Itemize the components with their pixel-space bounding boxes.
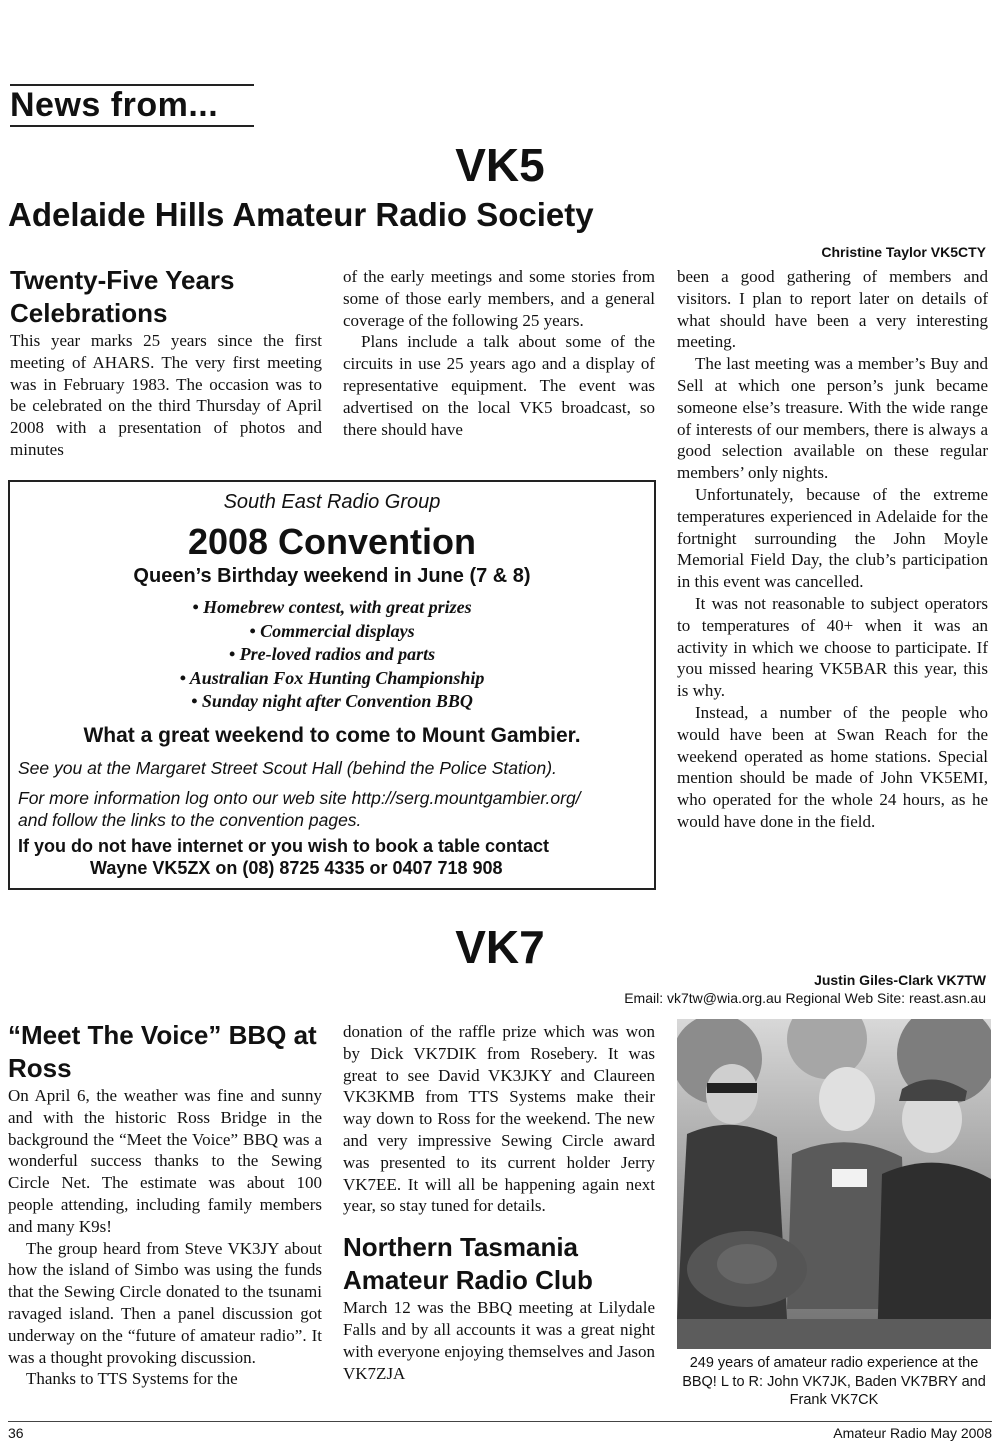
magazine-issue: Amateur Radio May 2008 <box>833 1425 992 1441</box>
list-item: • Pre-loved radios and parts <box>228 644 436 665</box>
ad-title: 2008 Convention <box>187 521 477 562</box>
vk7-column-2 <box>343 1021 655 1384</box>
bbq-group-photo <box>677 1019 991 1349</box>
ad-contact <box>10 835 654 879</box>
footer-rule <box>8 1421 992 1422</box>
paragraph: The group heard from Steve VK3JY about how the island of Simbo was using the funds that the Sewing Circle donated to the tsunami ravaged island. Then a panel discussion got underway on the “future of amateur radio”. It was a thought provoking discussion. <box>8 1238 322 1367</box>
ad-contact-line-2: Wayne VK5ZX on (08) 8725 4335 or 0407 718 908 <box>90 857 503 878</box>
paragraph: of the early meetings and some stories from some of those early members, and a general coverage of the following 25 years. <box>343 267 655 330</box>
paragraph: On April 6, the weather was fine and sunny and with the historic Ross Bridge in the background the “Meet the Voice” BBQ was a wonderful success thanks to the Sewing Circle Net. The estimate was about 100 people attending, including family members and many K9s! <box>8 1086 322 1236</box>
page-number: 36 <box>8 1425 24 1441</box>
paragraph: donation of the raffle prize which was won by Dick VK7DIK from Rosebery. It was great to see David VK3JKY and Claureen VK3KMB from TTS Systems make their way down to Ross for the weekend. The new and very impressive Sewing Circle award was presented to its current holder Jerry VK7EE. It will all be happening again next year, so stay tuned for details. <box>343 1022 655 1216</box>
region-title-vk7: VK7 <box>455 921 545 973</box>
header-rule-bottom <box>10 125 254 127</box>
paragraph: Thanks to TTS Systems for the <box>26 1369 238 1389</box>
vk7-contact-line: Email: vk7tw@wia.org.au Regional Web Site: reast.asn.au <box>624 990 986 1006</box>
ad-more-info <box>10 787 654 831</box>
vk5-column-3 <box>677 266 988 833</box>
photo-illustration <box>677 1019 991 1349</box>
vk7-byline: Justin Giles-Clark VK7TW <box>814 972 986 988</box>
ad-feature-list <box>10 596 654 714</box>
vk5-byline: Christine Taylor VK5CTY <box>821 244 986 260</box>
ad-venue: See you at the Margaret Street Scout Hall (behind the Police Station). <box>18 757 557 778</box>
section-kicker: News from... <box>10 86 219 124</box>
paragraph: been a good gathering of members and visitors. I plan to report later on details of what should have been a very interesting meeting. <box>677 267 988 352</box>
list-item: • Commercial displays <box>249 620 415 641</box>
paragraph: Instead, a number of the people who would have been at Swan Reach for the weekend operated as home stations. Special mention should be made of John VK5EMI, who operated for the whole 24 hours, as he would have done in the field. <box>677 702 988 831</box>
vk7-col2-text <box>343 1021 655 1217</box>
list-item: • Australian Fox Hunting Championship <box>179 667 485 688</box>
list-item: • Homebrew contest, with great prizes <box>192 597 472 617</box>
paragraph: March 12 was the BBQ meeting at Lilydale Falls and by all accounts it was a great night with everyone enjoying themselves and Jason VK7ZJA <box>343 1298 655 1383</box>
vk7-column-1 <box>8 1019 322 1390</box>
club-title: Adelaide Hills Amateur Radio Society <box>8 196 594 233</box>
ad-contact-line-1: If you do not have internet or you wish to book a table contact <box>18 835 550 856</box>
ad-info-line-1: For more information log onto our web site http://serg.mountgambier.org/ <box>18 787 581 808</box>
paragraph: It was not reasonable to subject operators to temperatures of 40+ when it was an activity in which we choose to participate. If you missed hearing VK5BAR this year, this is why. <box>677 593 988 701</box>
ad-dates: Queen’s Birthday weekend in June (7 & 8) <box>133 565 531 587</box>
article-heading: “Meet The Voice” BBQ at Ross <box>8 1020 317 1083</box>
vk7-col2b-text <box>343 1297 655 1384</box>
paragraph: This year marks 25 years since the first meeting of AHARS. The very first meeting was in February 1983. The occasion was to be celebrated on the third Thursday of April 2008 with a presentation of photos and minutes <box>10 331 322 459</box>
ad-organization: South East Radio Group <box>223 491 441 513</box>
ad-info-line-2: and follow the links to the convention pages. <box>18 809 362 830</box>
convention-ad-box <box>8 480 656 890</box>
paragraph: Plans include a talk about some of the circuits in use 25 years ago and a display of representative equipment. The event was advertised on the local VK5 broadcast, so there should have <box>343 332 655 439</box>
vk5-column-2 <box>343 266 655 440</box>
paragraph: Unfortunately, because of the extreme temperatures experienced in Adelaide for the fortnight surrounding the John Moyle Memorial Field Day, the club’s participation in this event was cancelled. <box>677 484 988 592</box>
ad-tagline: What a great weekend to come to Mount Gambier. <box>83 723 581 747</box>
photo-caption: 249 years of amateur radio experience at the BBQ! L to R: John VK7JK, Baden VK7BRY and Frank VK7CK <box>682 1355 986 1408</box>
article-heading: Twenty-Five Years Celebrations <box>10 265 235 328</box>
article-heading: Northern Tasmania Amateur Radio Club <box>343 1232 593 1296</box>
list-item: • Sunday night after Convention BBQ <box>191 691 473 712</box>
vk7-col1-text <box>8 1085 322 1390</box>
vk5-col1-text <box>10 330 322 461</box>
paragraph: The last meeting was a member’s Buy and Sell at which one person’s junk became someone else’s treasure. With the wide range of interests of our members, there is always a good selection available on these regular members’ only nights. <box>677 354 988 483</box>
vk5-column-1 <box>10 264 322 461</box>
region-title-vk5: VK5 <box>455 139 545 191</box>
